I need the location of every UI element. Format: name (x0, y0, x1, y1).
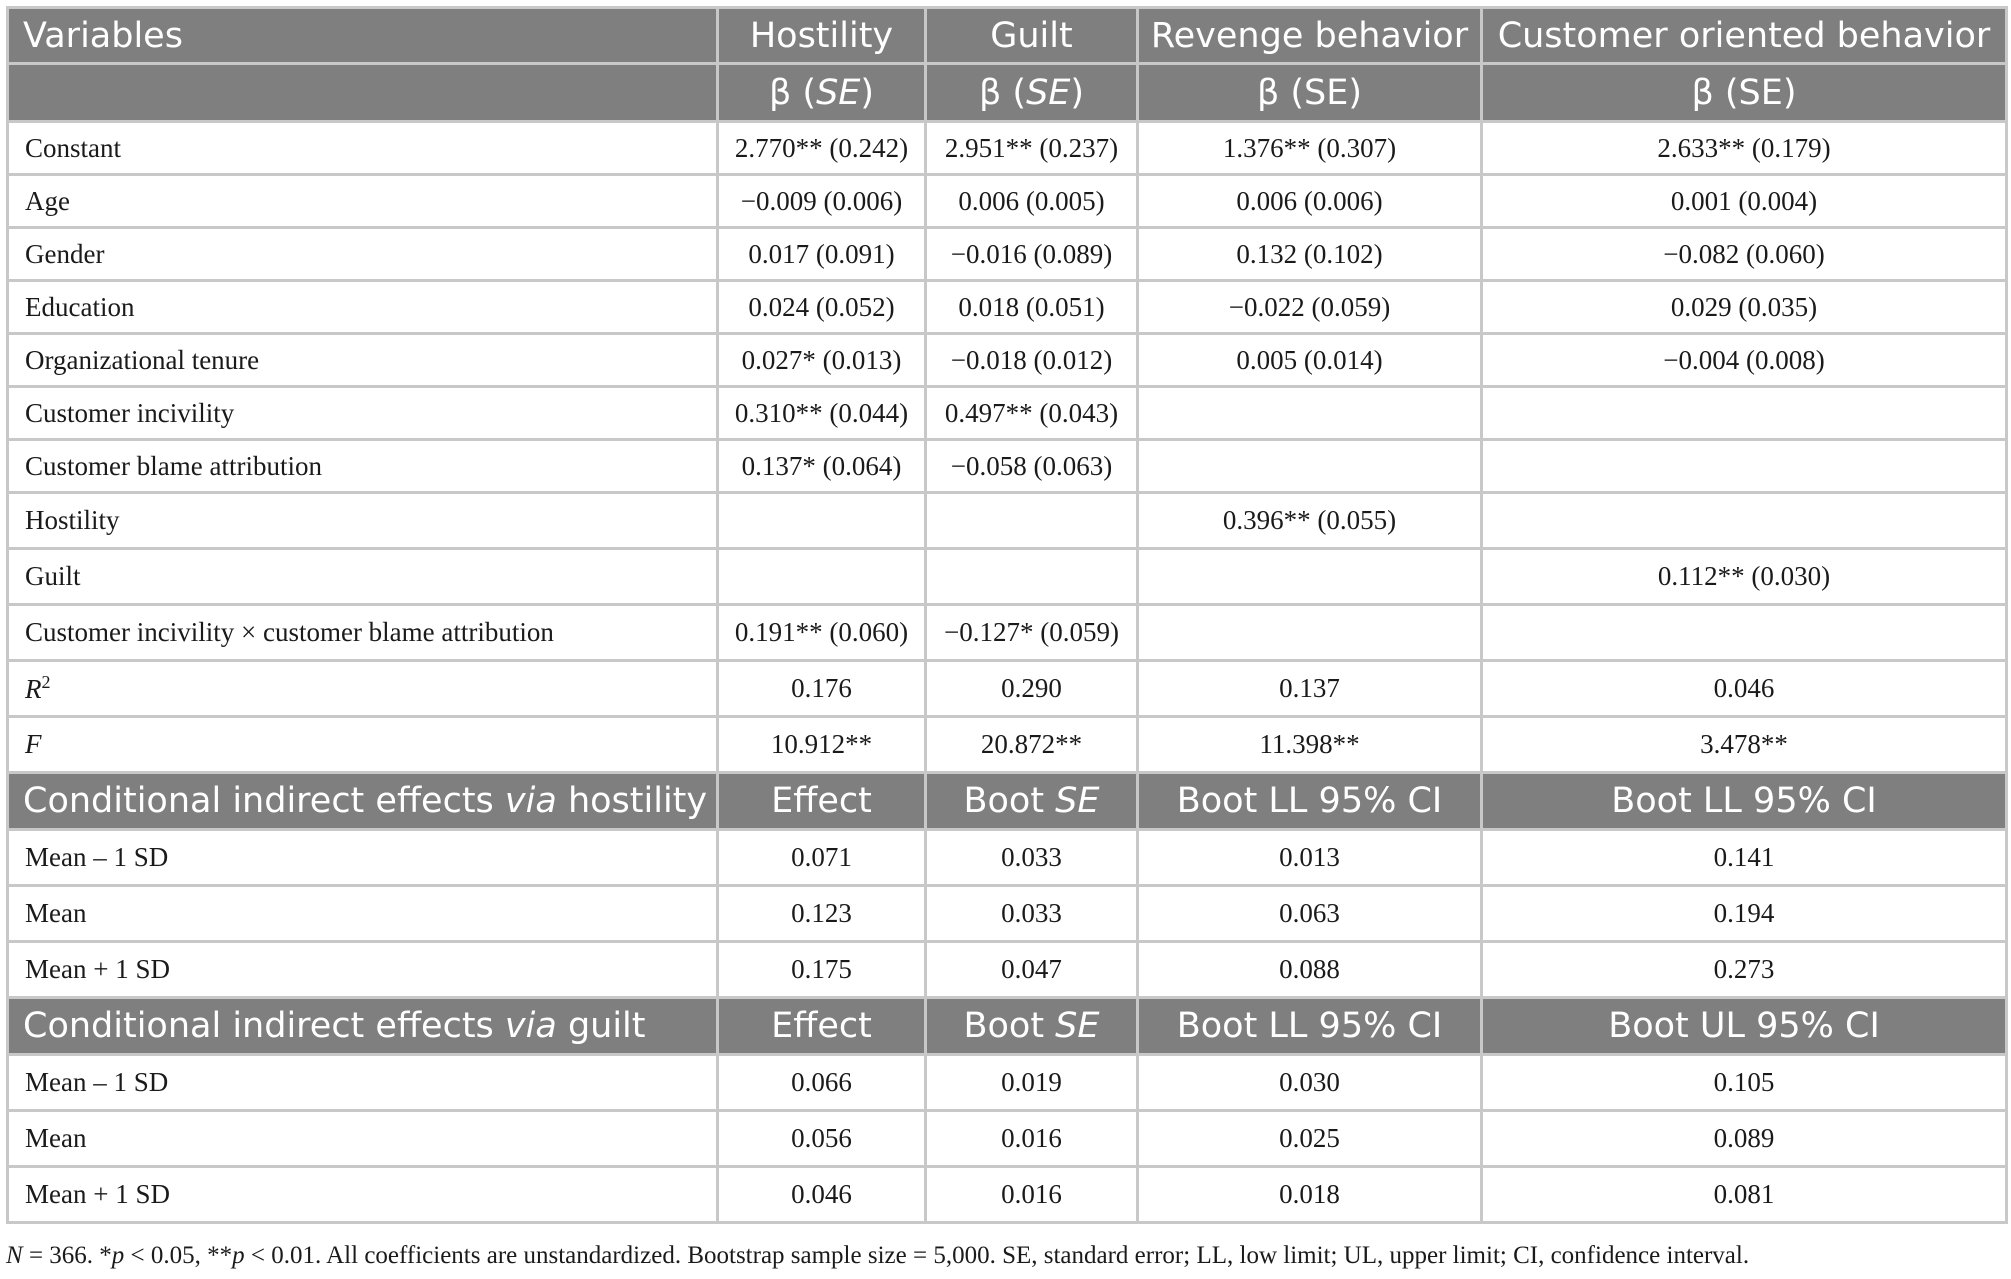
row-label: Customer incivility × customer blame attribution (8, 605, 718, 661)
results-table-container (6, 6, 2005, 1224)
value-cell (1482, 440, 2007, 493)
value-cell: 0.191** (0.060) (718, 605, 926, 661)
value-cell: 0.033 (926, 886, 1138, 942)
value-cell: 2.770** (0.242) (718, 122, 926, 175)
section-header-row (8, 998, 2007, 1055)
table-row (8, 830, 2007, 886)
value-cell: 0.137* (0.064) (718, 440, 926, 493)
header-cell (718, 64, 926, 122)
beta-se-label: β (SE) (978, 72, 1085, 113)
value-cell: −0.018 (0.012) (926, 334, 1138, 387)
table-row (8, 1111, 2007, 1167)
value-cell: 0.497** (0.043) (926, 387, 1138, 440)
value-cell: −0.082 (0.060) (1482, 228, 2007, 281)
value-cell: 0.018 (0.051) (926, 281, 1138, 334)
header-cell: Variables (8, 8, 718, 64)
section-title: Conditional indirect effects via hostility (8, 773, 718, 830)
value-cell: 0.088 (1138, 942, 1482, 998)
table-row (8, 440, 2007, 493)
row-label: Customer incivility (8, 387, 718, 440)
value-cell (718, 549, 926, 605)
section-title: Conditional indirect effects via guilt (8, 998, 718, 1055)
table-row (8, 228, 2007, 281)
section-header-cell: Boot LL 95% CI (1482, 773, 2007, 830)
section-header-cell: Effect (718, 773, 926, 830)
table-row (8, 1055, 2007, 1111)
value-cell: 0.089 (1482, 1111, 2007, 1167)
section-header-cell: Effect (718, 998, 926, 1055)
header-cell: Guilt (926, 8, 1138, 64)
value-cell (1138, 387, 1482, 440)
value-cell: −0.009 (0.006) (718, 175, 926, 228)
value-cell: 0.194 (1482, 886, 2007, 942)
value-cell: 0.290 (926, 661, 1138, 717)
value-cell: 0.013 (1138, 830, 1482, 886)
value-cell: −0.127* (0.059) (926, 605, 1138, 661)
value-cell: −0.016 (0.089) (926, 228, 1138, 281)
value-cell: 0.081 (1482, 1167, 2007, 1223)
value-cell: 0.046 (718, 1167, 926, 1223)
value-cell (926, 493, 1138, 549)
header-cell: β (SE) (1482, 64, 2007, 122)
row-label: Constant (8, 122, 718, 175)
row-label: Guilt (8, 549, 718, 605)
value-cell: 0.027* (0.013) (718, 334, 926, 387)
value-cell: 0.047 (926, 942, 1138, 998)
value-cell (1482, 493, 2007, 549)
value-cell: 0.105 (1482, 1055, 2007, 1111)
value-cell: −0.022 (0.059) (1138, 281, 1482, 334)
header-cell: Customer oriented behavior (1482, 8, 2007, 64)
value-cell: 0.005 (0.014) (1138, 334, 1482, 387)
value-cell: 0.006 (0.005) (926, 175, 1138, 228)
section-header-cell: Boot SE (926, 998, 1138, 1055)
value-cell: 0.176 (718, 661, 926, 717)
value-cell (718, 493, 926, 549)
table-row (8, 549, 2007, 605)
row-label: Mean (8, 1111, 718, 1167)
table-row (8, 387, 2007, 440)
row-label: Education (8, 281, 718, 334)
row-label: Organizational tenure (8, 334, 718, 387)
value-cell: 3.478** (1482, 717, 2007, 773)
table-row (8, 493, 2007, 549)
value-cell: 10.912** (718, 717, 926, 773)
value-cell: 0.025 (1138, 1111, 1482, 1167)
row-label: Customer blame attribution (8, 440, 718, 493)
value-cell (1482, 387, 2007, 440)
table-row (8, 661, 2007, 717)
table-body (8, 8, 2007, 1223)
header-cell: Revenge behavior (1138, 8, 1482, 64)
table-row (8, 942, 2007, 998)
value-cell (926, 549, 1138, 605)
beta-se-label: β (SE) (768, 72, 875, 113)
value-cell: 0.056 (718, 1111, 926, 1167)
value-cell: −0.004 (0.008) (1482, 334, 2007, 387)
value-cell: 0.018 (1138, 1167, 1482, 1223)
value-cell (1482, 605, 2007, 661)
section-header-cell: Boot LL 95% CI (1138, 773, 1482, 830)
value-cell: 0.396** (0.055) (1138, 493, 1482, 549)
value-cell: 2.951** (0.237) (926, 122, 1138, 175)
header-cell: β (SE) (1138, 64, 1482, 122)
value-cell: 0.175 (718, 942, 926, 998)
row-label: Mean (8, 886, 718, 942)
value-cell: −0.058 (0.063) (926, 440, 1138, 493)
value-cell: 0.017 (0.091) (718, 228, 926, 281)
table-row (8, 605, 2007, 661)
value-cell: 0.132 (0.102) (1138, 228, 1482, 281)
value-cell: 0.137 (1138, 661, 1482, 717)
value-cell: 11.398** (1138, 717, 1482, 773)
header-row-1 (8, 8, 2007, 64)
value-cell: 2.633** (0.179) (1482, 122, 2007, 175)
value-cell: 0.029 (0.035) (1482, 281, 2007, 334)
row-label: Age (8, 175, 718, 228)
row-label: $R^2$ (8, 661, 718, 717)
value-cell: 0.071 (718, 830, 926, 886)
value-cell: 0.016 (926, 1167, 1138, 1223)
section-header-cell: Boot LL 95% CI (1138, 998, 1482, 1055)
table-row (8, 1167, 2007, 1223)
value-cell: 0.019 (926, 1055, 1138, 1111)
value-cell: 0.016 (926, 1111, 1138, 1167)
table-row (8, 717, 2007, 773)
header-cell (8, 64, 718, 122)
row-label: Mean – 1 SD (8, 830, 718, 886)
value-cell (1138, 549, 1482, 605)
section-header-cell: Boot UL 95% CI (1482, 998, 2007, 1055)
value-cell: 0.123 (718, 886, 926, 942)
header-row-2 (8, 64, 2007, 122)
header-cell: Hostility (718, 8, 926, 64)
table-footnote: N = 366. *p < 0.05, **p < 0.01. All coefficients are unstandardized. Bootstrap sample size = 5,000. SE, standard error; LL, low limit; UL, upper limit; CI, confidence interval. (6, 1242, 1750, 1269)
value-cell: 0.310** (0.044) (718, 387, 926, 440)
value-cell (1138, 605, 1482, 661)
row-label: Mean – 1 SD (8, 1055, 718, 1111)
value-cell: 0.006 (0.006) (1138, 175, 1482, 228)
value-cell: 0.046 (1482, 661, 2007, 717)
table-row (8, 122, 2007, 175)
section-header-row (8, 773, 2007, 830)
value-cell: 1.376** (0.307) (1138, 122, 1482, 175)
table-row (8, 886, 2007, 942)
row-label: Hostility (8, 493, 718, 549)
value-cell: 0.024 (0.052) (718, 281, 926, 334)
row-label: Mean + 1 SD (8, 942, 718, 998)
table-row (8, 281, 2007, 334)
value-cell: 0.066 (718, 1055, 926, 1111)
results-table (6, 6, 2008, 1224)
value-cell: 0.273 (1482, 942, 2007, 998)
value-cell: 0.112** (0.030) (1482, 549, 2007, 605)
value-cell: 0.030 (1138, 1055, 1482, 1111)
row-label: Mean + 1 SD (8, 1167, 718, 1223)
value-cell: 0.001 (0.004) (1482, 175, 2007, 228)
table-row (8, 334, 2007, 387)
row-label: Gender (8, 228, 718, 281)
header-cell (926, 64, 1138, 122)
value-cell: 0.033 (926, 830, 1138, 886)
value-cell (1138, 440, 1482, 493)
section-header-cell: Boot SE (926, 773, 1138, 830)
row-label: F (8, 717, 718, 773)
value-cell: 0.141 (1482, 830, 2007, 886)
value-cell: 20.872** (926, 717, 1138, 773)
table-row (8, 175, 2007, 228)
value-cell: 0.063 (1138, 886, 1482, 942)
